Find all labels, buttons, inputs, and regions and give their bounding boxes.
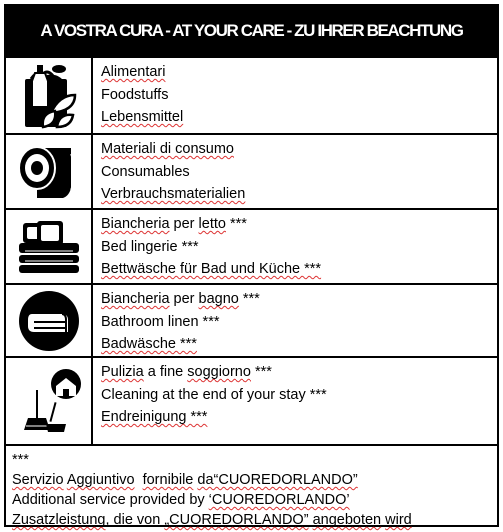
- label-de: Verbrauchsmaterialien: [101, 186, 246, 202]
- label-en: Foodstuffs: [101, 86, 169, 103]
- footer-line-en: Additional service provided by ‘CUOREDORLANDO’: [12, 492, 350, 508]
- folded-towel-icon: [6, 285, 93, 356]
- label-de: Endreinigung ***: [101, 409, 208, 425]
- label-it: Materiali di consumo: [101, 141, 234, 157]
- header-title: A VOSTRA CURA - AT YOUR CARE - ZU IHRER BEACHTUNG: [6, 6, 497, 56]
- footer-line-de: Zusatzleistung, die von „CUOREDORLANDO” angeboten wird: [12, 512, 412, 528]
- label-it: Alimentari: [101, 64, 166, 80]
- label-en: Cleaning at the end of your stay ***: [101, 386, 327, 403]
- label-de: Bettwäsche für Bad und Küche ***: [101, 261, 322, 277]
- row-text: [93, 58, 183, 133]
- row-text: [93, 358, 327, 444]
- label-de: Badwäsche ***: [101, 336, 197, 352]
- grocery-bag-icon: [6, 58, 93, 133]
- row-bath-linen: [6, 283, 497, 356]
- label-en: Consumables: [101, 163, 190, 180]
- footer-line-it: Servizio Aggiuntivo fornibile da“CUOREDORLANDO”: [12, 472, 358, 488]
- row-text: [93, 210, 321, 283]
- row-text: [93, 135, 245, 208]
- label-de: Lebensmittel: [101, 109, 184, 125]
- footer-note: [6, 444, 497, 530]
- row-bed-linen: [6, 208, 497, 283]
- bed-linen-icon: [6, 210, 93, 283]
- footer-asterisks: ***: [12, 452, 29, 468]
- house-cleaning-icon: [6, 358, 93, 444]
- label-it: Biancheria per letto ***: [101, 216, 247, 232]
- label-en: Bed lingerie ***: [101, 238, 199, 255]
- label-en: Bathroom linen ***: [101, 313, 220, 330]
- label-it: Pulizia a fine soggiorno ***: [101, 364, 272, 380]
- row-cleaning: [6, 356, 497, 444]
- row-text: [93, 285, 260, 356]
- label-it: Biancheria per bagno ***: [101, 291, 260, 307]
- info-card: [4, 4, 499, 527]
- row-foodstuffs: [6, 56, 497, 133]
- row-consumables: [6, 133, 497, 208]
- toilet-paper-roll-icon: [6, 135, 93, 208]
